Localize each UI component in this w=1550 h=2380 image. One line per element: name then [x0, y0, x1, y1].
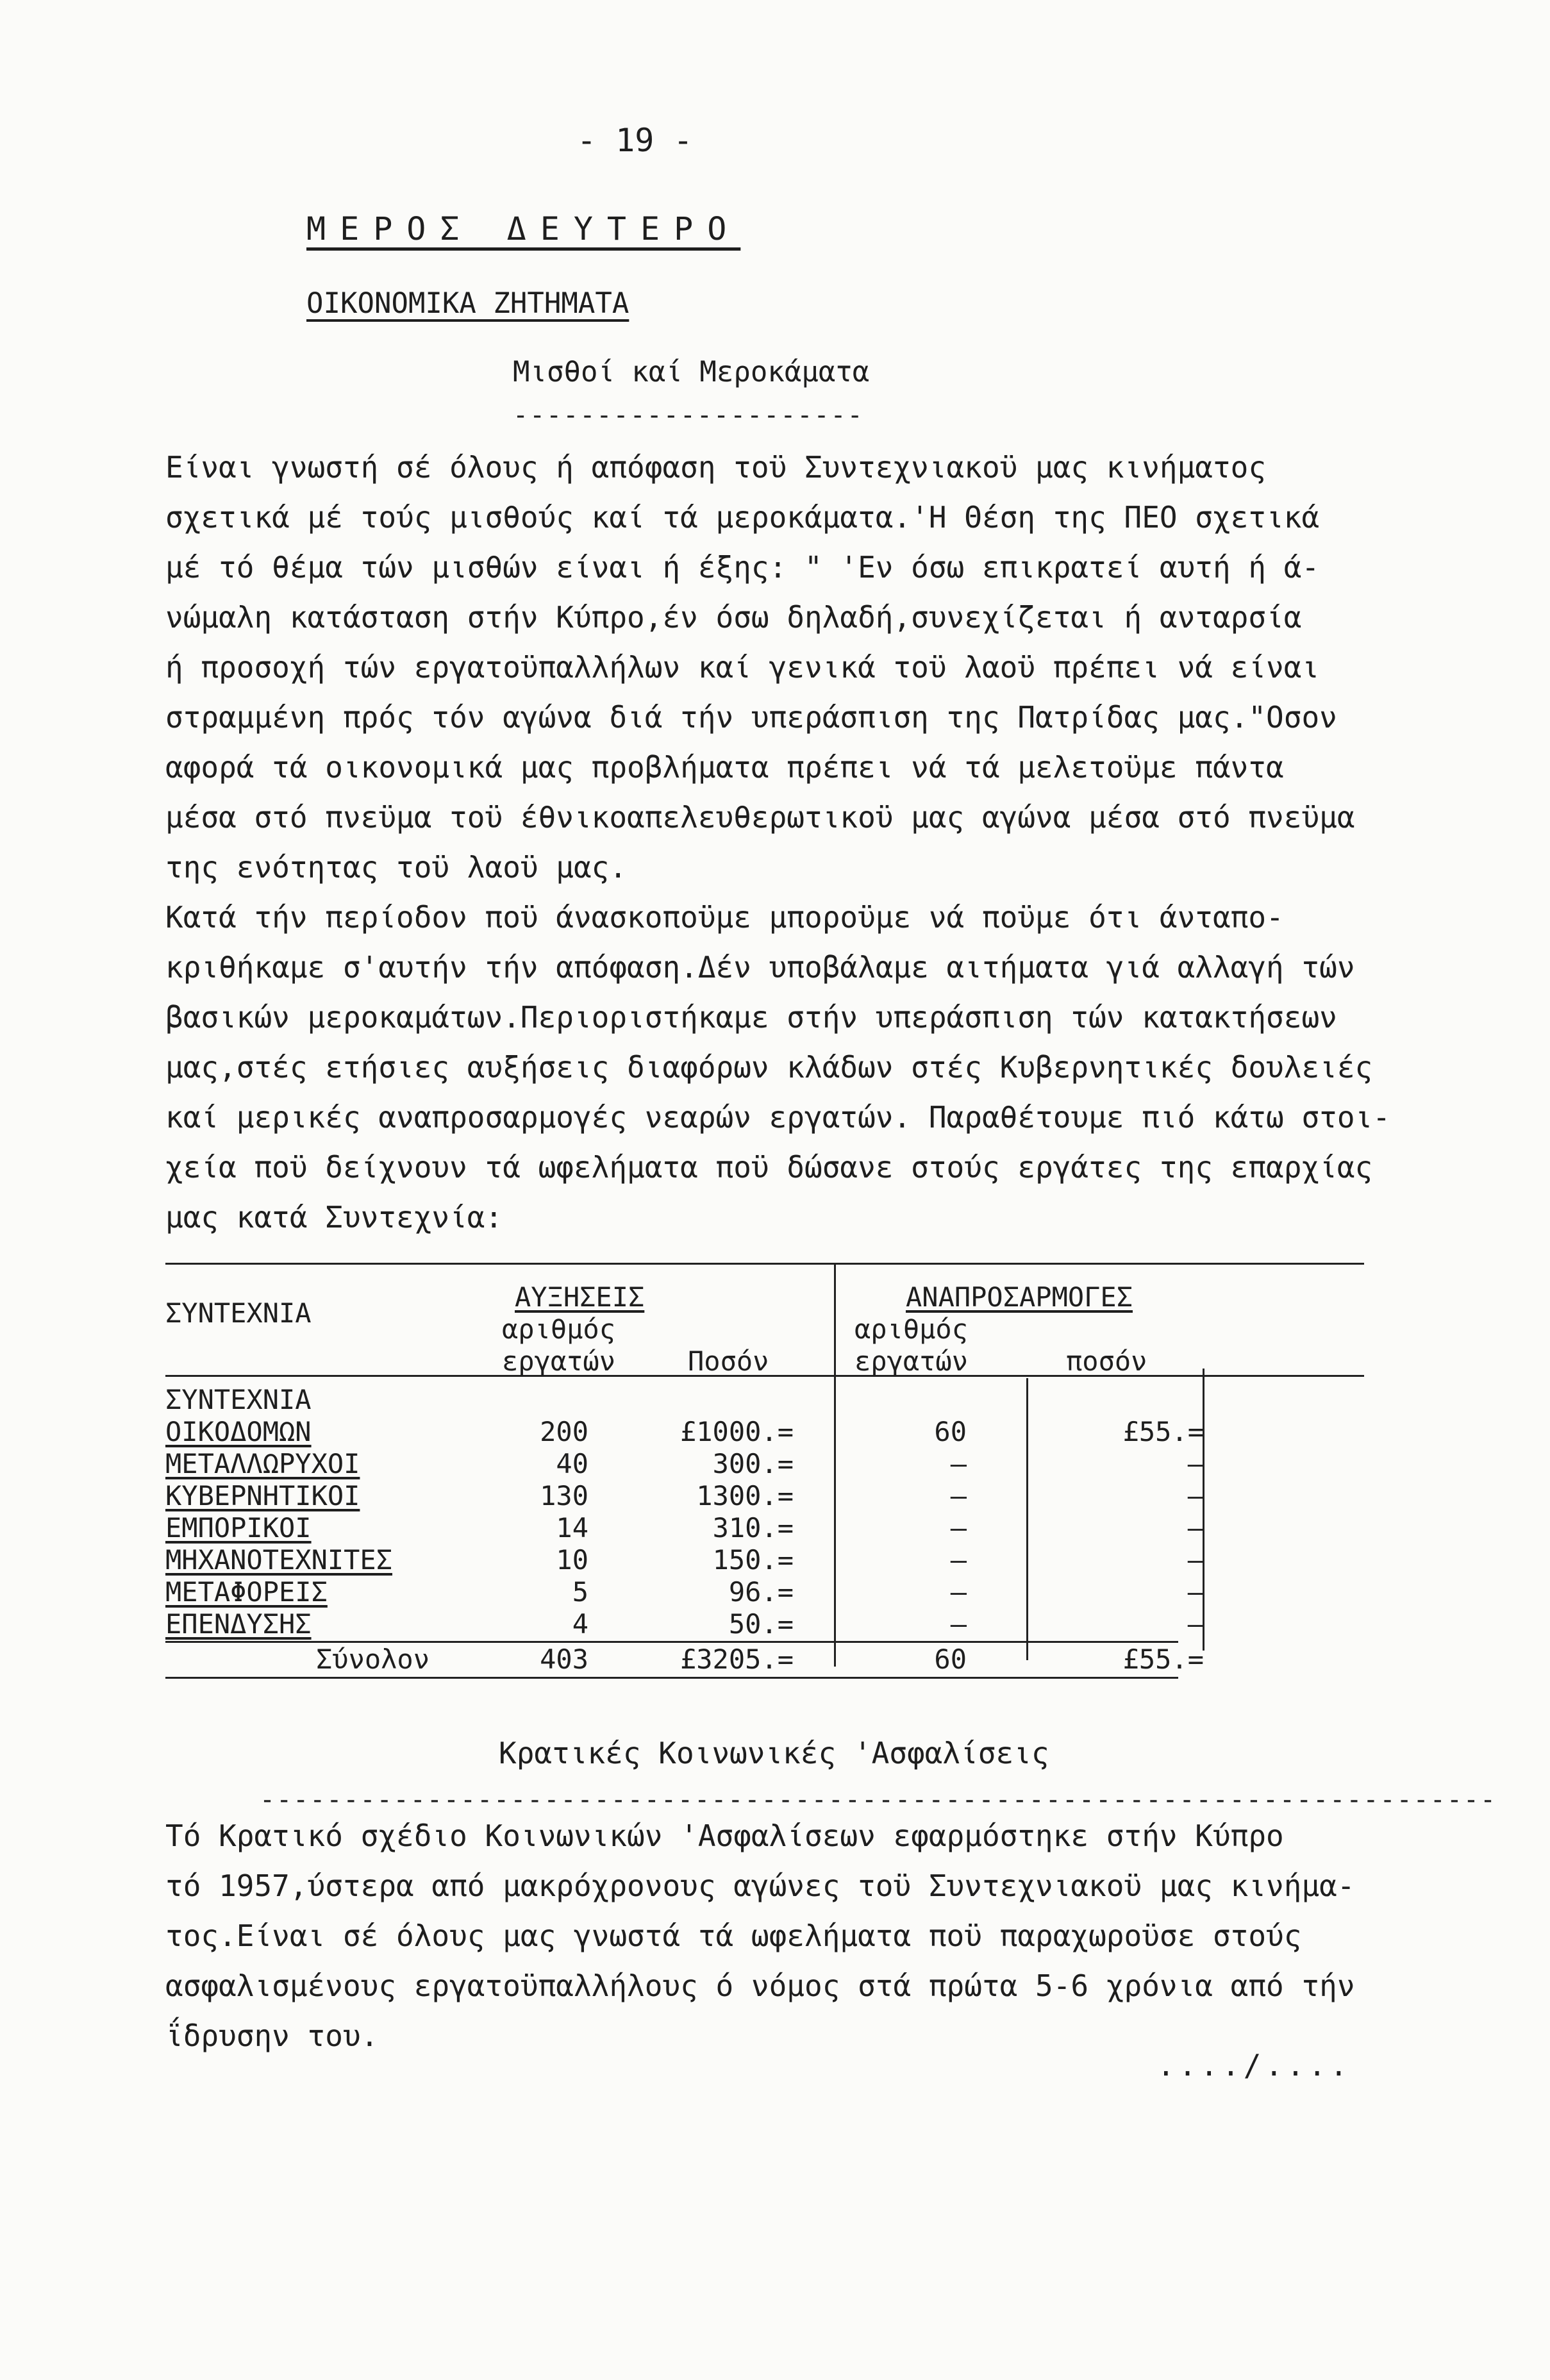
row-inc-workers: 130	[540, 1480, 588, 1511]
paragraph-review	[165, 892, 1390, 1242]
text-line: μέ τό θέμα τών μισθών είναι ή έξης: " 'Εν όσω επικρατεί αυτή ή ά-	[165, 550, 1320, 585]
section-title: ΟΙΚΟΝΟΜΙΚΑ ΖΗΤΗΜΑΤΑ	[306, 287, 629, 320]
row-inc-amount: 50.=	[728, 1608, 794, 1640]
header-adj-count-2: εργατών	[854, 1345, 969, 1377]
row-trade: ΚΥΒΕΡΝΗΤΙΚΟΙ	[165, 1480, 360, 1511]
text-line: μέσα στό πνεϋμα τοϋ έθνικοαπελευθερωτικοϋ μας αγώνα μέσα στό πνεϋμα	[165, 800, 1355, 835]
header-adj-amount: ποσόν	[1066, 1345, 1147, 1377]
text-line: κριθήκαμε σ'αυτήν τήν απόφαση.Δέν υποβάλαμε αιτήματα γιά αλλαγή τών	[165, 950, 1355, 985]
text-line: νώμαλη κατάσταση στήν Κύπρο,έν όσω δηλαδή,συνεχίζεται ή ανταρσία	[165, 600, 1302, 635]
text-line: στραμμένη πρός τόν αγώνα διά τήν υπεράσπιση της Πατρίδας μας."Οσον	[165, 700, 1337, 735]
row-adj-amount: £55.=	[1122, 1416, 1204, 1447]
row-trade: ΜΕΤΑΦΟΡΕΙΣ	[165, 1576, 328, 1608]
text-line: τό 1957,ύστερα από μακρόχρονους αγώνες τοϋ Συντεχνιακοϋ μας κινήμα-	[165, 1868, 1355, 1903]
text-line: βασικών μεροκαμάτων.Περιοριστήκαμε στήν υπεράσπιση τών κατακτήσεων	[165, 1000, 1337, 1035]
header-adjustments: ΑΝΑΠΡΟΣΑΡΜΟΓΕΣ	[906, 1281, 1133, 1313]
text-line: ή προσοχή τών εργατοϋπαλλήλων καί γενικά τοϋ λαοϋ πρέπει νά είναι	[165, 650, 1320, 685]
total-inc-workers: 403	[540, 1644, 588, 1675]
text-line: Είναι γνωστή σέ όλους ή απόφαση τοϋ Συντεχνιακοϋ μας κινήματος	[165, 450, 1267, 485]
paragraph-insurance	[165, 1811, 1364, 2061]
row-adj-workers: —	[950, 1480, 967, 1511]
section2-rule: --------------------------------------------------------------------------	[260, 1785, 1497, 1815]
row-inc-workers: 200	[540, 1416, 588, 1447]
row-inc-amount: 300.=	[712, 1448, 794, 1479]
row-adj-amount: —	[1187, 1448, 1204, 1479]
row-trade: ΜΕΤΑΛΛΩΡΥΧΟΙ	[165, 1448, 360, 1479]
total-label: Σύνολον	[316, 1644, 430, 1675]
row-inc-workers: 14	[556, 1512, 588, 1544]
part-title: ΜΕΡΟΣ ΔΕΥΤΕΡΟ	[306, 210, 741, 247]
text-line: ΐδρυσην του.	[165, 2018, 379, 2053]
table-column-divider	[1026, 1378, 1028, 1660]
header-inc-count-1: αριθμός	[502, 1313, 616, 1345]
text-line: Τό Κρατικό σχέδιο Κοινωνικών 'Ασφαλίσεων εφαρμόστηκε στήν Κύπρο	[165, 1818, 1284, 1853]
row-adj-workers: 60	[934, 1416, 967, 1447]
benefits-table	[165, 1256, 1364, 1692]
subsection-title: Μισθοί καί Μεροκάματα	[513, 356, 870, 388]
row-inc-workers: 4	[572, 1608, 588, 1640]
total-adj-amount: £55.=	[1122, 1644, 1204, 1675]
table-bottom-rule	[165, 1677, 1178, 1679]
table-top-rule	[165, 1263, 1364, 1265]
row-inc-amount: 1300.=	[696, 1480, 794, 1511]
row-trade: ΜΗΧΑΝΟΤΕΧΝΙΤΕΣ	[165, 1544, 393, 1576]
page-number: - 19 -	[577, 122, 693, 159]
text-line: σχετικά μέ τούς μισθούς καί τά μεροκάματα.'Η Θέση της ΠΕΟ σχετικά	[165, 500, 1320, 535]
text-line: μας κατά Συντεχνία:	[165, 1200, 503, 1235]
row-inc-amount: £1000.=	[679, 1416, 794, 1447]
row-adj-amount: —	[1187, 1512, 1204, 1544]
row-inc-workers: 10	[556, 1544, 588, 1576]
row-adj-amount: —	[1187, 1544, 1204, 1576]
row-inc-amount: 96.=	[728, 1576, 794, 1608]
text-line: ασφαλισμένους εργατοϋπαλλήλους ό νόμος στά πρώτα 5-6 χρόνια από τήν	[165, 1968, 1355, 2003]
header-trade: ΣΥΝΤΕΧΝΙΑ	[165, 1297, 312, 1329]
row-adj-amount: —	[1187, 1608, 1204, 1640]
header-inc-amount: Ποσόν	[688, 1345, 769, 1377]
row-inc-workers: 40	[556, 1448, 588, 1479]
row-inc-workers: 5	[572, 1576, 588, 1608]
subsection-rule: ---------------------	[513, 401, 864, 430]
row-trade: ΕΜΠΟΡΙΚΟΙ	[165, 1512, 312, 1544]
row-inc-amount: 310.=	[712, 1512, 794, 1544]
row-adj-workers: —	[950, 1448, 967, 1479]
row-adj-workers: —	[950, 1544, 967, 1576]
text-line: τος.Είναι σέ όλους μας γνωστά τά ωφελήματα ποϋ παραχωροϋσε στούς	[165, 1918, 1302, 1953]
text-line: χεία ποϋ δείχνουν τά ωφελήματα ποϋ δώσανε στούς εργάτες της επαρχίας	[165, 1150, 1373, 1185]
text-line: μας,στές ετήσιες αυξήσεις διαφόρων κλάδων στές Κυβερνητικές δουλειές	[165, 1050, 1373, 1085]
total-adj-workers: 60	[934, 1644, 967, 1675]
total-inc-amount: £3205.=	[679, 1644, 794, 1675]
text-line: της ενότητας τοϋ λαοϋ μας.	[165, 850, 628, 885]
row-trade: ΟΙΚΟΔΟΜΩΝ	[165, 1416, 312, 1447]
row-adj-amount: —	[1187, 1480, 1204, 1511]
section2-title: Κρατικές Κοινωνικές 'Ασφαλίσεις	[499, 1736, 1049, 1770]
row-adj-workers: —	[950, 1512, 967, 1544]
continuation-mark: ..../....	[1157, 2048, 1352, 2083]
table-total-rule	[165, 1641, 1178, 1643]
header-inc-count-2: εργατών	[502, 1345, 616, 1377]
row-adj-workers: —	[950, 1608, 967, 1640]
row-trade: ΕΠΕΝΔΥΣΗΣ	[165, 1608, 312, 1640]
row-inc-amount: 150.=	[712, 1544, 794, 1576]
text-line: αφορά τά οικονομικά μας προβλήματα πρέπει νά τά μελετοϋμε πάντα	[165, 750, 1284, 785]
row-adj-amount: —	[1187, 1576, 1204, 1608]
row-adj-workers: —	[950, 1576, 967, 1608]
paragraph-wages	[165, 442, 1364, 892]
table-group-label: ΣΥΝΤΕΧΝΙΑ	[165, 1384, 312, 1415]
table-column-divider	[834, 1263, 836, 1667]
text-line: καί μερικές αναπροσαρμογές νεαρών εργατών. Παραθέτουμε πιό κάτω στοι-	[165, 1100, 1390, 1135]
header-increases: ΑΥΞΗΣΕΙΣ	[515, 1281, 645, 1313]
text-line: Κατά τήν περίοδον ποϋ άνασκοποϋμε μποροϋμε νά ποϋμε ότι άνταπο-	[165, 900, 1284, 935]
header-adj-count-1: αριθμός	[854, 1313, 969, 1345]
